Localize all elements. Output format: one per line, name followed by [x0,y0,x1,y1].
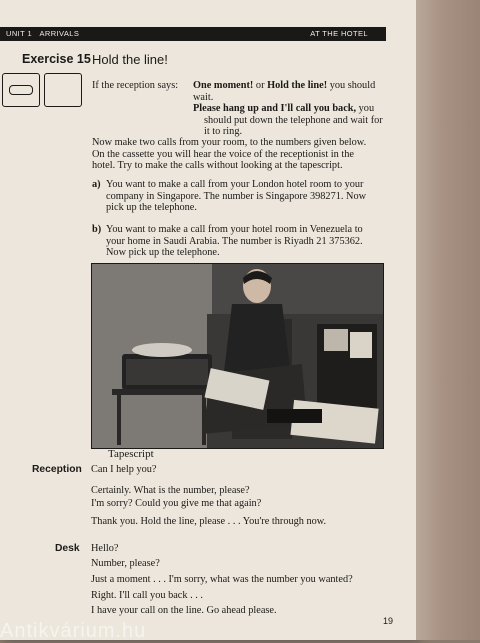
speaker-desk: Desk [55,543,80,554]
task-b-line-2: your home in Saudi Arabia. The number is Riyadh 21 375362. [106,236,363,247]
photo-man-on-telephone [91,263,384,449]
header-right: AT THE HOTEL [310,29,368,38]
desk-line-2: Number, please? [91,558,160,569]
phrase1-rest: you should [327,80,376,91]
phrase-or: or [253,80,268,91]
instruction-phrase2-line2: should put down the telephone and wait for [204,115,383,126]
desk-line-5: I have your call on the line. Go ahead please. [91,605,277,616]
desk-line-1: Hello? [91,543,119,554]
desk-line-4: Right. I'll call you back . . . [91,590,203,601]
task-b-line-1: You want to make a call from your hotel room in Venezuela to [106,224,363,235]
task-a-line-1: You want to make a call from your London hotel room to your [106,179,364,190]
task-b-line-3: Now pick up the telephone. [106,247,220,258]
instruction-if: If the reception says: [92,80,179,91]
reception-line-1: Can I help you? [91,464,157,475]
task-a-marker: a) [92,179,101,190]
phrase-one-moment: One moment! [193,80,254,91]
header-section: ARRIVALS [39,29,80,38]
page-number: 19 [383,616,394,626]
instruction-phrase1-cont: wait. [193,92,214,103]
instruction-phrase2 [193,103,374,115]
running-header [0,27,386,41]
photo-illustration [92,264,383,448]
cassette-icon [44,73,82,107]
instruction-para-3: hotel. Try to make the calls without looking at the tapescript. [92,160,343,171]
book-page-edge [416,0,480,640]
phrase2-rest: you [356,103,375,114]
reception-line-4: Thank you. Hold the line, please . . . You're through now. [91,516,327,527]
header-unit [6,29,79,38]
task-a-line-3: pick up the telephone. [106,202,197,213]
header-unit-number: UNIT 1 [6,29,33,38]
exercise-title: Hold the line! [92,52,168,67]
phrase-hang-up: Please hang up and I'll call you back, [193,103,357,114]
cassette-icon [2,73,40,107]
instruction-phrase1 [193,80,375,92]
desk-line-3: Just a moment . . . I'm sorry, what was the number you wanted? [91,574,353,585]
instruction-para-1: Now make two calls from your room, to the numbers given below. [92,137,367,148]
tapescript-label: Tapescript [108,448,154,460]
watermark-text: Antikvárium.hu [0,620,147,642]
task-a-line-2: company in Singapore. The number is Singapore 398271. Now [106,191,367,202]
reception-line-2: Certainly. What is the number, please? [91,485,250,496]
task-b-marker: b) [92,224,102,235]
exercise-label: Exercise 15 [22,52,91,66]
instruction-phrase2-line3: it to ring. [204,126,243,137]
reception-line-3: I'm sorry? Could you give me that again? [91,498,262,509]
phrase-hold-line: Hold the line! [267,80,328,91]
cassette-tape-window [9,85,33,95]
instruction-para-2: On the cassette you will hear the voice of the receptionist in the [92,149,354,160]
speaker-reception: Reception [32,464,82,475]
